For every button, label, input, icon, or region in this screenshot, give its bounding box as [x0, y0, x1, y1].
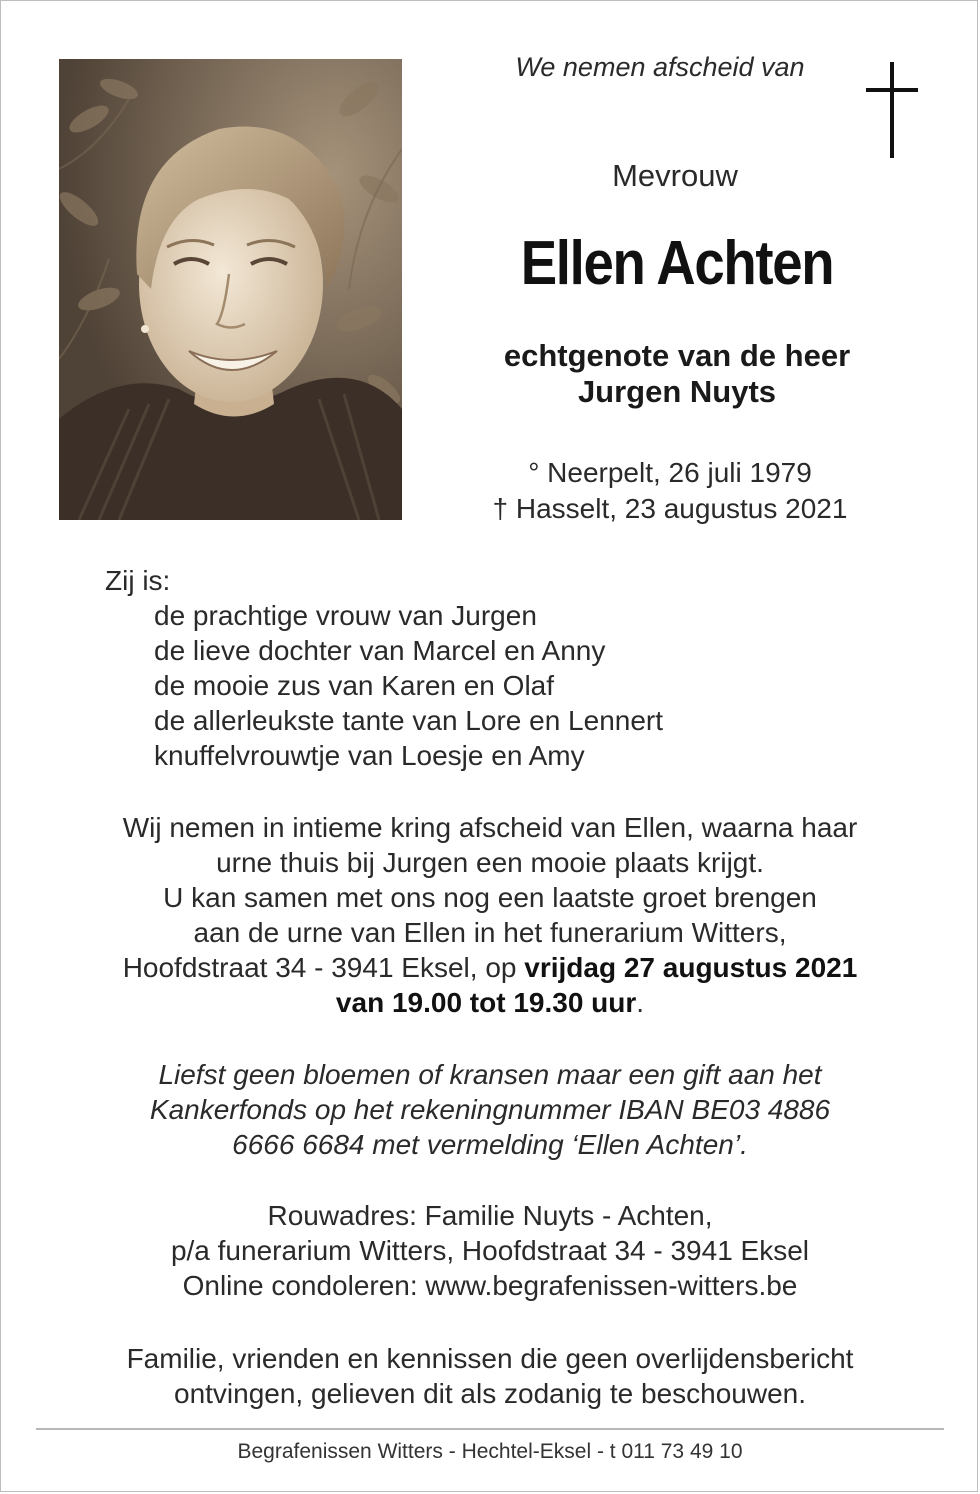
portrait-photo: [59, 59, 402, 520]
relations-lead: Zij is:: [105, 565, 171, 596]
relation-item: de lieve dochter van Marcel en Anny: [154, 635, 606, 666]
spouse-line-1: echtgenote van de heer: [503, 338, 851, 373]
condolence-line: Online condoleren: www.begrafenissen-witters.be: [182, 1270, 798, 1301]
funeral-home-footer: Begrafenissen Witters - Hechtel-Eksel - t 011 73 49 10: [237, 1440, 743, 1463]
gift-line-3: 6666 6684 met vermelding ‘Ellen Achten’.: [232, 1129, 748, 1160]
deceased-name: Ellen Achten: [520, 229, 834, 298]
ceremony-line-2: urne thuis bij Jurgen een mooie plaats krijgt.: [216, 847, 764, 878]
spouse-info: [452, 338, 902, 410]
notice-line-1: Familie, vrienden en kennissen die geen overlijdensbericht: [126, 1343, 854, 1374]
ceremony-line-1: Wij nemen in intieme kring afscheid van Ellen, waarna haar: [122, 812, 858, 843]
footer-divider: [36, 1428, 944, 1430]
spouse-line-2: Jurgen Nuyts: [577, 374, 777, 409]
gift-line-2: Kankerfonds op het rekeningnummer IBAN BE03 4886: [149, 1094, 831, 1125]
relation-item: de mooie zus van Karen en Olaf: [154, 670, 555, 701]
address-line-2: p/a funerarium Witters, Hoofdstraat 34 - 3941 Eksel: [170, 1235, 810, 1266]
gift-line-1: Liefst geen bloemen of kransen maar een gift aan het: [158, 1059, 822, 1090]
death-date: † Hasselt, 23 augustus 2021: [492, 493, 848, 524]
address-line-1: Rouwadres: Familie Nuyts - Achten,: [267, 1200, 713, 1231]
relation-item: de allerleukste tante van Lore en Lennert: [154, 705, 664, 736]
ceremony-line-5: [40, 950, 940, 985]
ceremony-time: van 19.00 tot 19.30 uur: [335, 987, 637, 1018]
relation-item: knuffelvrouwtje van Loesje en Amy: [154, 740, 585, 771]
gift-text: [40, 1057, 940, 1162]
notice-text: [40, 1341, 940, 1411]
relations-list: [105, 563, 663, 773]
birth-date: ° Neerpelt, 26 juli 1979: [528, 457, 812, 488]
life-dates: [440, 455, 900, 527]
ceremony-period: .: [636, 987, 645, 1018]
ceremony-location: Hoofdstraat 34 - 3941 Eksel, op: [122, 952, 525, 983]
ceremony-line-4: aan de urne van Ellen in het funerarium Witters,: [193, 917, 787, 948]
ceremony-line-6: [40, 985, 940, 1020]
notice-line-2: ontvingen, gelieven dit als zodanig te beschouwen.: [174, 1378, 806, 1409]
title-prefix: Mevrouw: [612, 158, 738, 193]
ceremony-text: [40, 810, 940, 1020]
ceremony-date: vrijdag 27 augustus 2021: [524, 952, 858, 983]
ceremony-line-3: U kan samen met ons nog een laatste groet brengen: [163, 882, 817, 913]
relation-item: de prachtige vrouw van Jurgen: [154, 600, 537, 631]
mourning-address: [40, 1198, 940, 1303]
cross-icon: [862, 62, 922, 158]
intro-text: We nemen afscheid van: [515, 52, 805, 82]
